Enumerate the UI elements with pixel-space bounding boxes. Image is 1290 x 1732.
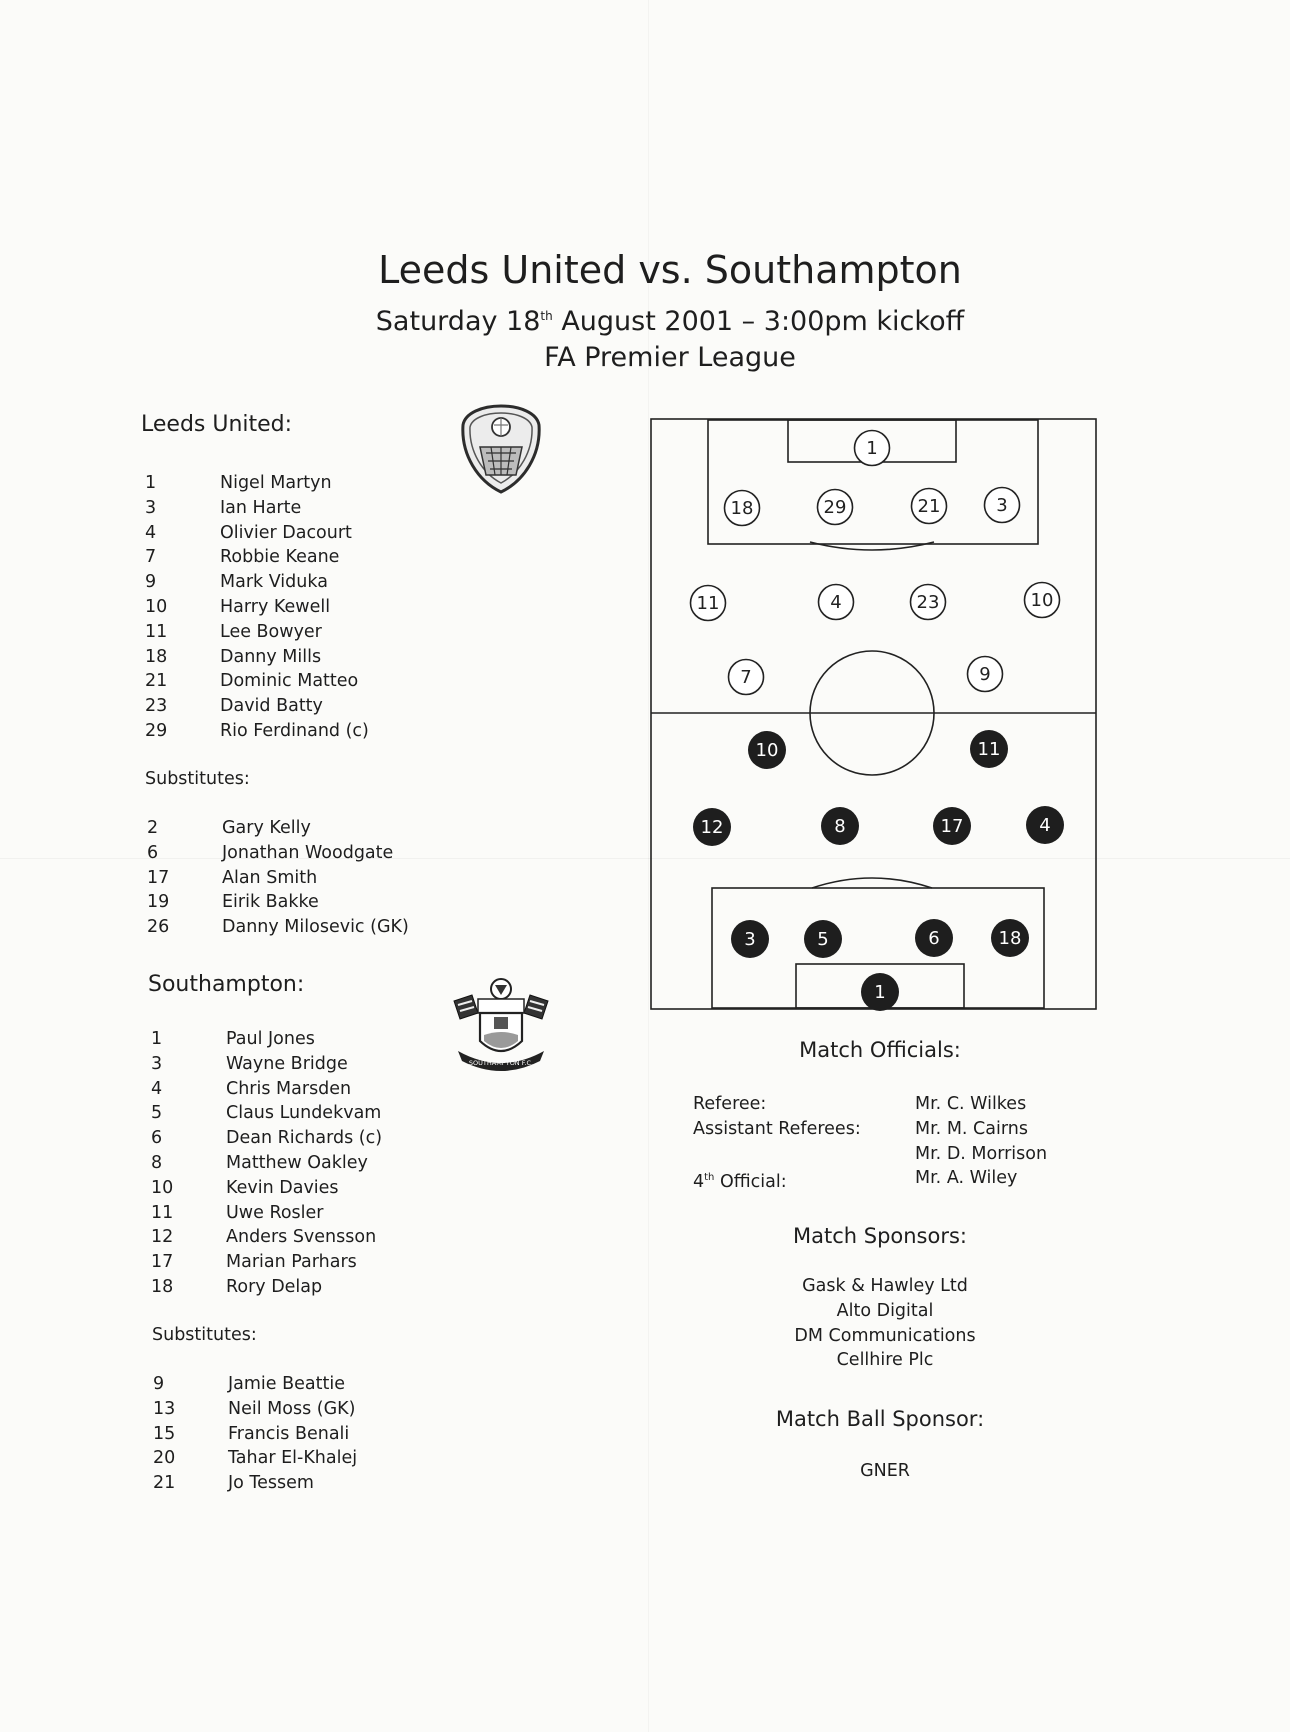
leeds-marker — [968, 657, 1003, 692]
player-name: Olivier Dacourt — [220, 522, 352, 543]
list-item — [147, 915, 409, 940]
player-name: Robbie Keane — [220, 547, 340, 568]
player-name: Harry Kewell — [220, 596, 331, 617]
player-number: 18 — [145, 646, 168, 667]
player-name: Alan Smith — [222, 867, 318, 888]
player-name: Rio Ferdinand (c) — [220, 720, 369, 741]
player-number: 4 — [145, 522, 157, 543]
list-item: Gask & Hawley Ltd — [802, 1276, 968, 1296]
leeds-marker — [818, 490, 853, 525]
marker-number: 23 — [916, 592, 940, 613]
marker-number: 17 — [940, 816, 964, 837]
player-number: 10 — [145, 596, 168, 617]
player-number: 13 — [153, 1398, 176, 1419]
player-name: Chris Marsden — [226, 1078, 352, 1099]
formation-pitch — [650, 418, 1100, 1012]
list-item — [145, 694, 369, 719]
player-name: Nigel Martyn — [220, 473, 332, 493]
player-name: Gary Kelly — [222, 818, 311, 838]
player-name: Ian Harte — [220, 497, 302, 518]
southampton-marker — [1026, 806, 1064, 844]
leeds-marker — [912, 489, 947, 524]
leeds-marker — [691, 586, 726, 621]
marker-number: 10 — [755, 740, 779, 761]
player-number: 6 — [147, 842, 159, 863]
list-item — [147, 890, 409, 915]
list-item: Cellhire Plc — [836, 1350, 934, 1371]
marker-number: 12 — [700, 817, 724, 838]
player-number: 21 — [153, 1473, 176, 1494]
marker-number: 18 — [730, 498, 754, 519]
leeds-marker — [855, 431, 890, 466]
list-item — [147, 841, 409, 866]
player-name: Mark Viduka — [220, 572, 328, 593]
player-number: 26 — [147, 917, 170, 938]
marker-number: 21 — [917, 496, 941, 517]
leeds-marker — [911, 585, 946, 620]
pitch-outline — [651, 419, 1096, 1009]
southampton-marker — [915, 919, 953, 957]
player-number: 6 — [151, 1128, 163, 1149]
match-header — [0, 242, 1290, 376]
marker-number: 4 — [1039, 815, 1051, 836]
list-item — [145, 496, 369, 521]
marker-number: 7 — [740, 667, 752, 688]
list-item — [145, 669, 369, 694]
crest-text: SOUTHAMPTON F.C. — [468, 1059, 534, 1067]
player-name: Neil Moss (GK) — [228, 1398, 356, 1419]
list-item: DM Communications — [794, 1325, 976, 1346]
ball-sponsor-heading: Match Ball Sponsor: — [775, 1407, 985, 1431]
list-item — [145, 521, 369, 546]
officials-heading: Match Officials: — [799, 1038, 961, 1062]
leeds-marker — [1025, 583, 1060, 618]
list-item: Alto Digital — [836, 1300, 934, 1321]
match-date — [50, 298, 1290, 340]
list-item — [151, 1250, 382, 1275]
fourth-official-label — [693, 1166, 787, 1195]
southampton-marker — [991, 919, 1029, 957]
player-number: 3 — [145, 497, 157, 518]
date-ordinal: th — [540, 309, 553, 323]
marker-number: 29 — [823, 497, 847, 518]
list-item — [145, 645, 369, 670]
fourth-suffix: Official: — [714, 1172, 787, 1193]
marker-number: 10 — [1030, 590, 1054, 611]
player-number: 18 — [151, 1276, 174, 1297]
southampton-substitutes — [153, 1372, 357, 1496]
player-name: Jamie Beattie — [228, 1374, 345, 1394]
list-item — [153, 1372, 357, 1397]
southampton-marker — [804, 920, 842, 958]
leeds-subs-heading: Substitutes: — [145, 769, 250, 789]
fourth-ordinal: th — [704, 1172, 715, 1184]
player-name: Lee Bowyer — [220, 621, 322, 642]
player-number: 15 — [153, 1423, 176, 1444]
southampton-marker — [693, 808, 731, 846]
match-title: Leeds United vs. Southampton — [378, 248, 962, 292]
fourth-prefix: 4 — [693, 1172, 705, 1193]
southampton-marker — [731, 920, 769, 958]
southampton-heading: Southampton: — [148, 972, 305, 997]
player-number: 20 — [153, 1448, 176, 1469]
player-number: 10 — [151, 1177, 174, 1198]
date-suffix: August 2001 – 3:00pm kickoff — [552, 306, 965, 337]
player-number: 1 — [145, 473, 157, 493]
list-item — [145, 595, 369, 620]
sponsors-list — [700, 1274, 1070, 1373]
ball-sponsor-name: GNER — [860, 1461, 910, 1481]
player-number: 2 — [147, 818, 159, 838]
leeds-substitutes — [147, 816, 409, 940]
player-number: 17 — [147, 867, 170, 888]
player-number: 9 — [153, 1374, 165, 1394]
player-name: Marian Parhars — [226, 1252, 357, 1273]
player-number: 3 — [151, 1053, 163, 1074]
list-item — [145, 471, 369, 496]
list-item — [151, 1201, 382, 1226]
southampton-marker — [821, 807, 859, 845]
referee-name: Mr. C. Wilkes — [915, 1094, 1027, 1114]
player-number: 17 — [151, 1252, 174, 1273]
list-item — [151, 1077, 382, 1102]
list-item — [151, 1151, 382, 1176]
list-item — [145, 620, 369, 645]
list-item — [153, 1422, 357, 1447]
list-item — [151, 1176, 382, 1201]
southampton-marker — [748, 731, 786, 769]
player-name: Kevin Davies — [226, 1177, 339, 1198]
marker-number: 18 — [998, 928, 1022, 949]
marker-number: 1 — [874, 982, 886, 1003]
player-name: Tahar El-Khalej — [228, 1448, 358, 1469]
player-name: Jo Tessem — [228, 1473, 314, 1494]
list-item — [151, 1275, 382, 1300]
southampton-crest-icon — [450, 975, 552, 1081]
marker-number: 1 — [866, 438, 878, 459]
player-number: 11 — [145, 621, 168, 642]
player-number: 19 — [147, 892, 170, 913]
player-number: 29 — [145, 720, 168, 741]
list-item — [153, 1397, 357, 1422]
list-item — [151, 1027, 382, 1052]
marker-number: 11 — [977, 739, 1001, 760]
list-item — [151, 1052, 382, 1077]
list-item — [147, 816, 409, 841]
player-name: Rory Delap — [226, 1276, 323, 1297]
player-name: Claus Lundekvam — [226, 1103, 382, 1124]
list-item — [153, 1471, 357, 1496]
player-number: 7 — [145, 547, 157, 568]
list-item — [151, 1101, 382, 1126]
list-item — [145, 570, 369, 595]
leeds-marker — [819, 585, 854, 620]
marker-number: 3 — [744, 929, 756, 950]
list-item — [153, 1446, 357, 1471]
list-item — [151, 1225, 382, 1250]
marker-number: 9 — [979, 664, 991, 685]
southampton-lineup — [151, 1027, 382, 1300]
player-number: 5 — [151, 1103, 163, 1124]
southampton-marker — [970, 730, 1008, 768]
leeds-heading: Leeds United: — [141, 412, 293, 437]
player-number: 21 — [145, 671, 168, 692]
player-number: 4 — [151, 1078, 163, 1099]
assistant-name: Mr. D. Morrison — [915, 1143, 1048, 1164]
referee-label: Referee: — [693, 1094, 767, 1114]
player-name: Danny Mills — [220, 646, 322, 667]
player-number: 12 — [151, 1227, 174, 1248]
sponsors-heading: Match Sponsors: — [792, 1224, 967, 1248]
assistant-name: Mr. M. Cairns — [915, 1118, 1028, 1139]
player-name: Eirik Bakke — [222, 892, 319, 913]
bottom-penalty-arc — [812, 878, 932, 888]
southampton-marker — [861, 973, 899, 1011]
player-name: Dominic Matteo — [220, 671, 359, 692]
player-name: Danny Milosevic (GK) — [222, 917, 409, 938]
southampton-marker — [933, 807, 971, 845]
leeds-marker — [729, 660, 764, 695]
marker-number: 6 — [928, 928, 940, 949]
player-name: Matthew Oakley — [226, 1152, 368, 1173]
player-number: 8 — [151, 1152, 163, 1173]
marker-number: 11 — [696, 593, 720, 614]
player-name: Jonathan Woodgate — [222, 842, 394, 863]
player-name: Anders Svensson — [226, 1227, 377, 1248]
fourth-official-name: Mr. A. Wiley — [915, 1168, 1018, 1189]
ball-sponsor — [700, 1459, 1070, 1484]
list-item — [147, 866, 409, 891]
marker-number: 4 — [830, 592, 842, 613]
marker-number: 8 — [834, 816, 846, 837]
player-number: 1 — [151, 1029, 163, 1049]
list-item — [151, 1126, 382, 1151]
marker-number: 5 — [817, 929, 829, 950]
player-name: Wayne Bridge — [226, 1053, 348, 1074]
date-prefix: Saturday 18 — [375, 306, 541, 337]
list-item — [145, 719, 369, 744]
player-number: 11 — [151, 1202, 174, 1223]
player-name: Dean Richards (c) — [226, 1128, 383, 1149]
competition: FA Premier League — [544, 342, 796, 373]
player-number: 9 — [145, 572, 157, 593]
player-name: Uwe Rosler — [226, 1202, 324, 1223]
leeds-lineup — [145, 471, 369, 744]
southampton-subs-heading: Substitutes: — [152, 1325, 257, 1345]
player-number: 23 — [145, 696, 168, 717]
assistants-label: Assistant Referees: — [693, 1118, 861, 1139]
marker-number: 3 — [996, 495, 1008, 516]
leeds-marker — [725, 491, 760, 526]
leeds-crest-icon — [460, 403, 542, 499]
player-name: Paul Jones — [226, 1029, 315, 1049]
list-item — [145, 545, 369, 570]
player-name: Francis Benali — [228, 1423, 350, 1444]
player-name: David Batty — [220, 696, 323, 717]
leeds-marker — [985, 488, 1020, 523]
